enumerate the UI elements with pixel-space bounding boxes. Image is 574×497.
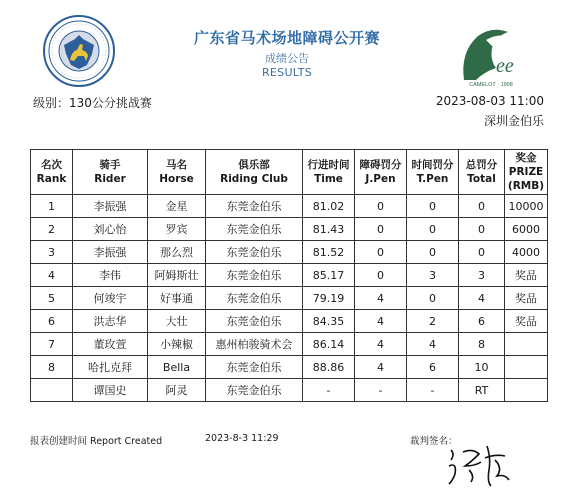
cell-horse: 阿姆斯壮 — [148, 264, 206, 287]
cell-total: 0 — [459, 218, 505, 241]
cell-jump-penalty: 0 — [355, 264, 407, 287]
cell-rider: 刘心怡 — [73, 218, 148, 241]
cell-prize: 奖品 — [505, 310, 548, 333]
cell-total: 4 — [459, 287, 505, 310]
table-row — [31, 195, 548, 218]
cell-time: 85.17 — [303, 264, 355, 287]
table-header-row — [31, 150, 548, 195]
cell-prize: 奖品 — [505, 287, 548, 310]
cell-time-penalty: 0 — [407, 287, 459, 310]
cell-total: 6 — [459, 310, 505, 333]
cell-time: 81.43 — [303, 218, 355, 241]
cell-horse: 阿灵 — [148, 379, 206, 402]
header-time-penalty: 时间罚分 T.Pen — [407, 150, 459, 195]
table-row — [31, 264, 548, 287]
cell-rank: 4 — [31, 264, 73, 287]
cell-rank: 3 — [31, 241, 73, 264]
table-row — [31, 333, 548, 356]
report-created-time: 2023-8-3 11:29 — [205, 433, 279, 444]
header-total: 总罚分 Total — [459, 150, 505, 195]
cell-jump-penalty: 4 — [355, 333, 407, 356]
event-datetime: 2023-08-03 11:00 — [435, 94, 544, 108]
cell-prize: 10000 — [505, 195, 548, 218]
cell-rank: 1 — [31, 195, 73, 218]
results-subtitle: 成绩公告 — [265, 52, 309, 65]
cell-club: 东莞金伯乐 — [206, 241, 303, 264]
cell-horse: Bella — [148, 356, 206, 379]
cell-club: 东莞金伯乐 — [206, 218, 303, 241]
cell-rider: 哈扎克拜 — [73, 356, 148, 379]
cell-prize: 奖品 — [505, 264, 548, 287]
header-horse: 马名 Horse — [148, 150, 206, 195]
cell-time: 84.35 — [303, 310, 355, 333]
cell-rank: 2 — [31, 218, 73, 241]
cell-club: 惠州柏骏骑术会 — [206, 333, 303, 356]
cell-horse: 那么烈 — [148, 241, 206, 264]
table-row — [31, 218, 548, 241]
header-prize: 奖金 PRIZE (RMB) — [505, 150, 548, 195]
cell-club: 东莞金伯乐 — [206, 195, 303, 218]
event-title: 广东省马术场地障碍公开赛 — [193, 29, 380, 47]
cell-horse: 小辣椒 — [148, 333, 206, 356]
cell-jump-penalty: 4 — [355, 287, 407, 310]
cell-horse: 好事通 — [148, 287, 206, 310]
cell-time: 79.19 — [303, 287, 355, 310]
cell-time: - — [303, 379, 355, 402]
cell-prize — [505, 379, 548, 402]
table-row — [31, 356, 548, 379]
header-rank: 名次 Rank — [31, 150, 73, 195]
cell-prize: 4000 — [505, 241, 548, 264]
camelot-letters: ee — [496, 55, 514, 77]
cell-time: 86.14 — [303, 333, 355, 356]
results-table — [30, 149, 548, 402]
cell-jump-penalty: 0 — [355, 218, 407, 241]
cell-horse: 罗宾 — [148, 218, 206, 241]
cell-jump-penalty: 0 — [355, 195, 407, 218]
cell-club: 东莞金伯乐 — [206, 287, 303, 310]
header-club: 俱乐部 Riding Club — [206, 150, 303, 195]
cell-time-penalty: 2 — [407, 310, 459, 333]
cell-horse: 大壮 — [148, 310, 206, 333]
cell-club: 东莞金伯乐 — [206, 356, 303, 379]
judge-signature-label: 裁判签名： — [410, 436, 458, 447]
results-subtitle-en: RESULTS — [261, 66, 313, 79]
cell-rider: 李振强 — [73, 241, 148, 264]
cell-time: 81.52 — [303, 241, 355, 264]
table-row — [31, 379, 548, 402]
cell-rank: 7 — [31, 333, 73, 356]
cell-rank: 6 — [31, 310, 73, 333]
cell-time-penalty: 0 — [407, 195, 459, 218]
cell-total: RT — [459, 379, 505, 402]
cell-rank — [31, 379, 73, 402]
cell-club: 东莞金伯乐 — [206, 379, 303, 402]
cell-prize — [505, 333, 548, 356]
cell-rider: 李伟 — [73, 264, 148, 287]
cell-jump-penalty: - — [355, 379, 407, 402]
header-time: 行进时间 Time — [303, 150, 355, 195]
cell-total: 10 — [459, 356, 505, 379]
cell-jump-penalty: 4 — [355, 310, 407, 333]
cell-jump-penalty: 4 — [355, 356, 407, 379]
header-jump-penalty: 障碍罚分 J.Pen — [355, 150, 407, 195]
cell-jump-penalty: 0 — [355, 241, 407, 264]
cell-club: 东莞金伯乐 — [206, 310, 303, 333]
cell-rider: 洪志华 — [73, 310, 148, 333]
table-row — [31, 287, 548, 310]
report-created-label: 报表创建时间 Report Created — [30, 436, 163, 447]
cell-time-penalty: 0 — [407, 241, 459, 264]
cell-time: 88.86 — [303, 356, 355, 379]
table-row — [31, 241, 548, 264]
cell-rank: 5 — [31, 287, 73, 310]
cell-time-penalty: 3 — [407, 264, 459, 287]
cell-rank: 8 — [31, 356, 73, 379]
judge-signature — [445, 440, 515, 488]
cell-rider: 何竣宇 — [73, 287, 148, 310]
cell-total: 0 — [459, 241, 505, 264]
cell-time-penalty: 4 — [407, 333, 459, 356]
cell-time: 81.02 — [303, 195, 355, 218]
camelot-caption: CAMELOT · 1998 — [469, 82, 513, 88]
cell-time-penalty: - — [407, 379, 459, 402]
cell-rider: 李振强 — [73, 195, 148, 218]
cell-time-penalty: 6 — [407, 356, 459, 379]
cell-total: 3 — [459, 264, 505, 287]
cell-prize: 6000 — [505, 218, 548, 241]
table-row — [31, 310, 548, 333]
class-level: 级别：130公分挑战赛 — [33, 96, 152, 110]
cell-club: 东莞金伯乐 — [206, 264, 303, 287]
cell-total: 0 — [459, 195, 505, 218]
header-rider: 骑手 Rider — [73, 150, 148, 195]
host-club: 深圳金伯乐 — [483, 114, 544, 128]
cell-time-penalty: 0 — [407, 218, 459, 241]
cell-rider: 谭国史 — [73, 379, 148, 402]
cell-total: 8 — [459, 333, 505, 356]
cell-horse: 金星 — [148, 195, 206, 218]
cell-rider: 董玫萱 — [73, 333, 148, 356]
cell-prize — [505, 356, 548, 379]
